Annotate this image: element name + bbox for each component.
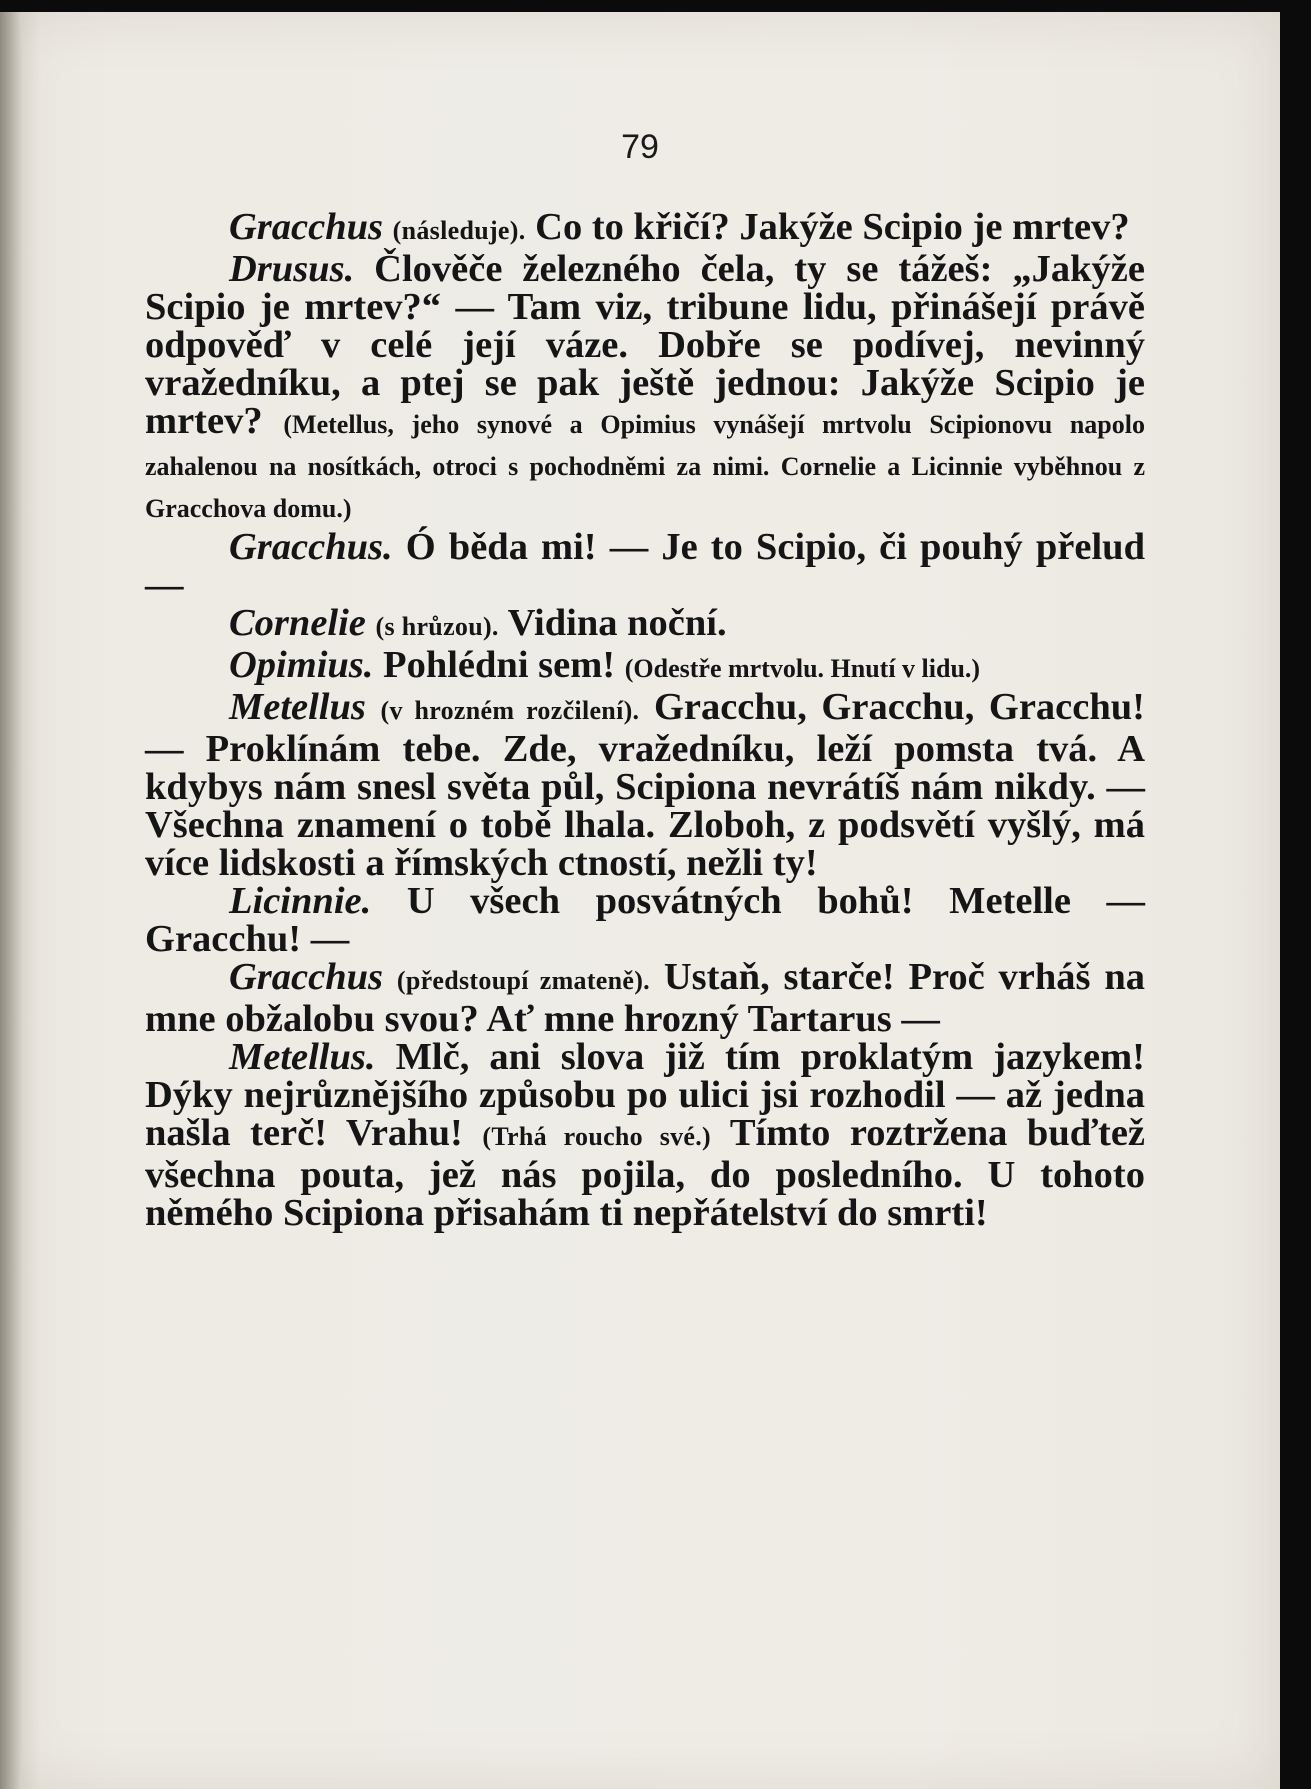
page-gutter: [0, 12, 22, 1789]
dialogue-text: Gracchu, Gracchu, Gracchu! — Proklínám tebe. Zde, vražedníku, leží pomsta tvá. A kdybys nám snesl světa půl, Scipiona nevrátíš nám nikdy. — Všechna znamení o tobě lhala. Zloboh, z podsvětí vyšlý, má více lidskosti a římských ctností, nežli ty!: [145, 686, 1146, 884]
stage-direction: (Odestře mrtvolu. Hnutí v lidu.): [624, 654, 981, 683]
speaker-name: Gracchus: [229, 206, 384, 248]
paragraph-drusus: [145, 250, 1145, 528]
stage-direction: (následuje).: [392, 216, 526, 245]
stage-direction: (Metellus, jeho synové a Opimius vynášejí mrtvolu Scipionovu napolo zahalenou na nosítkách, otroci s pochodněmi za nimi. Cornelie a Licinnie vyběhnou z Gracchova domu.): [145, 410, 1145, 523]
speaker-name: Gracchus.: [229, 526, 393, 568]
speaker-name: Gracchus: [229, 956, 384, 998]
dialogue-text: Mlč, ani slova již tím proklatým jazykem! Dýky nejrůznějšího způsobu po ulici jsi rozhodil — až jedna našla terč! Vrahu!: [145, 1036, 1145, 1154]
speaker-name: Cornelie: [229, 602, 366, 644]
dialogue-text: U všech posvátných bohů! Metelle — Gracchu! —: [145, 880, 1146, 960]
paragraph-gracchus-3: [145, 958, 1145, 1038]
dialogue-text: Co to křičí? Jakýže Scipio je mrtev?: [535, 206, 1130, 248]
speaker-name: Opimius.: [229, 644, 374, 686]
stage-direction: (s hrůzou).: [375, 612, 499, 641]
paragraph-cornelie: [145, 604, 1145, 646]
speaker-name: Metellus.: [229, 1036, 376, 1078]
dialogue-text: Ó běda mi! — Je to Scipio, či pouhý přelud —: [145, 526, 1145, 606]
paragraph-metellus-2: [145, 1038, 1145, 1232]
speaker-name: Licinnie.: [229, 880, 372, 922]
dialogue-text: Pohlédni sem!: [383, 644, 616, 686]
paragraph-licinnie: [145, 882, 1145, 958]
dialogue-text: Ustaň, starče! Proč vrháš na mne obžalobu svou? Ať mne hrozný Tartarus —: [145, 956, 1146, 1040]
dialogue-text: Tímto roztržena buďtež všechna pouta, jež nás pojila, do posledního. U tohoto němého Scipiona přisahám ti nepřátelství do smrti!: [145, 1112, 1145, 1234]
dialogue-text: Vidina noční.: [507, 602, 727, 644]
paragraph-gracchus-2: [145, 528, 1145, 604]
page-body: [145, 208, 1145, 1232]
paragraph-metellus-1: [145, 688, 1145, 882]
speaker-name: Drusus.: [229, 248, 355, 290]
stage-direction: (v hrozném rozčilení).: [380, 696, 640, 725]
stage-direction: (Trhá roucho své.): [482, 1122, 712, 1151]
page-number: 79: [621, 128, 659, 166]
stage-direction: (předstoupí zmateně).: [396, 966, 650, 995]
paragraph-opimius: [145, 646, 1145, 688]
paragraph-gracchus-1: [145, 208, 1145, 250]
speaker-name: Metellus: [229, 686, 366, 728]
dialogue-text: Člověče železného čela, ty se tážeš: „Jakýže Scipio je mrtev?“ — Tam viz, tribune lidu, přinášejí právě odpověď v celé její váze. Dobře se podívej, nevinný vražedníku, a ptej se pak ještě jednou: Jakýže Scipio je mrtev?: [145, 248, 1145, 442]
